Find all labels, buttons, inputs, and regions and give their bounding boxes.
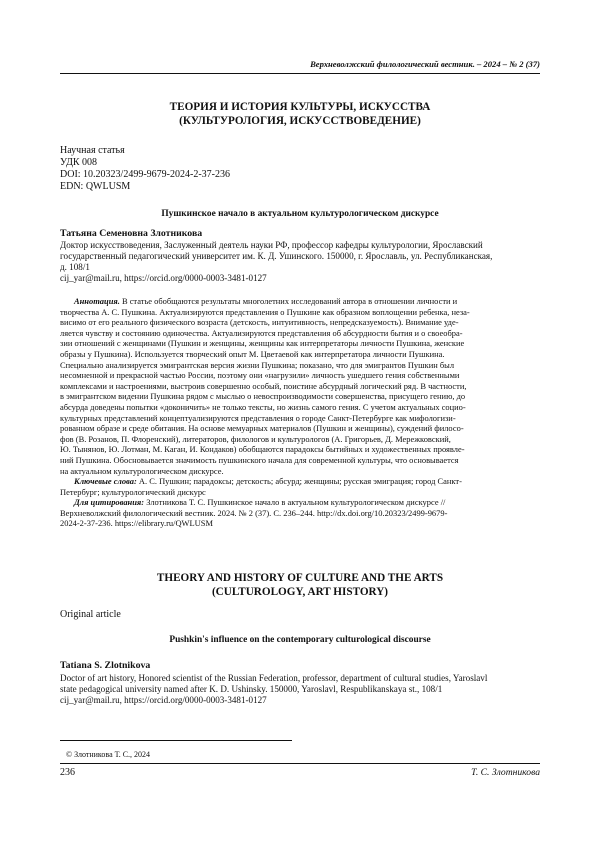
copyright-footnote: © Злотникова Т. С., 2024 [66,750,151,759]
section-title-line: ТЕОРИЯ И ИСТОРИЯ КУЛЬТУРЫ, ИСКУССТВА [169,101,431,113]
abstract-line: образы у Пушкина). Используется творческий опыт М. Цветаевой как интерпретатора личности Пушкина. [60,348,445,359]
abstract-line: абсурда доведены попытки «доконичить» не только тексты, но жизнь самого гения. С учетом актуальных социо- [60,401,466,412]
citation-line: 2024-2-37-236. https://elibrary.ru/QWLUSM [60,518,213,529]
udk: УДК 008 [60,157,98,168]
section-title-line: THEORY AND HISTORY OF CULTURE AND THE ARTS [156,572,444,584]
article-type-en: Original article [60,609,121,620]
abstract-line: культурных представлений концептуализируются представления о городе Санкт-Петербурге как мифологизи- [60,412,456,423]
abstract-line: комплексами и настроениями, выстроив совершенно особый, поистине абсурдный логический ряд. В частности, [60,380,467,391]
running-header: Верхневолжский филологический вестник. – 2024 – № 2 (37) [310,59,540,69]
keywords-label: Ключевые слова: [74,476,137,487]
footer-divider [60,763,540,764]
keywords-line: Петербург; культурологический дискурс [60,486,206,497]
section-title-ru [60,100,540,128]
section-title-line: (CULTUROLOGY, ART HISTORY) [211,586,389,598]
doi: DOI: 10.20323/2499-9679-2024-2-37-236 [60,169,230,180]
article-title-ru: Пушкинское начало в актуальном культурологическом дискурсе [161,209,439,219]
author-contacts: cij_yar@mail.ru, https://orcid.org/0000-0003-3481-0127 [60,695,267,705]
page-number: 236 [60,767,75,778]
affiliation-line: Doctor of art history, Honored scientist of the Russian Federation, professor, department of cultural studies, Yaroslavl [60,673,488,683]
abstract-line: ляется чувству и состоянию одиночества. Актуализируются представления об абсурдности бытия и о своеобра- [60,327,463,338]
author-name-ru: Татьяна Семеновна Злотникова [60,228,203,239]
affiliation-line: д. 108/1 [60,262,90,272]
abstract-line: ний Пушкина. Обосновывается значимость пушкинского начала для современной культуры, что основывается [60,454,459,465]
abstract-block [60,296,540,529]
citation-label: Для цитирования: [74,497,145,508]
affiliation-line: Доктор искусствоведения, Заслуженный деятель науки РФ, профессор кафедры культурологии, Ярославский [60,240,483,250]
header-divider [60,73,540,74]
citation-line: Верхневолжский филологический вестник. 2024. № 2 (37). С. 236–244. http://dx.doi.org/10.20323/2499-9679- [60,507,448,518]
abstract-line: в эмигрантском видении Пушкина рядом с мыслью о невоспроизводимости совершенства, присущего гению, до [60,391,466,402]
author-contacts: cij_yar@mail.ru, https://orcid.org/0000-0003-3481-0127 [60,273,267,283]
section-title-en [60,571,540,599]
footer-author: Т. С. Злотникова [471,767,540,778]
abstract-line: Аннотация. В статье обобщаются результаты многолетних исследований автора в отношении личности и [74,296,458,306]
affiliation-line: государственный педагогический университет им. К. Д. Ушинского. 150000, г. Ярославль, ул. Республиканская, [60,251,493,261]
abstract-line: творчества А. С. Пушкина. Актуализируются представления о Пушкине как образном воплощении ребенка, неза- [60,306,470,317]
author-name-en: Tatiana S. Zlotnikova [60,660,151,671]
abstract-line: Специально анализируется эмигрантская версия жизни Пушкина; показано, что для эмигрантов Пушкин был [60,359,455,370]
article-meta-ru [60,145,540,193]
article-type: Научная статья [60,145,125,156]
affiliation-line: state pedagogical university named after K. D. Ushinsky. 150000, Yaroslavl, Respublikanskaya st., 108/1 [60,684,443,694]
abstract-label: Аннотация. [74,296,120,306]
abstract-line: висимо от его реального физического возраста (детскость, интуитивность, непредсказуемость). Внимание уде- [60,317,459,328]
abstract-line: зии отношений с женщинами (Пушкин и женщины, женщины как интерпретаторы личности Пушкина, женские [60,338,465,349]
keywords-line: Ключевые слова: А. С. Пушкин; парадоксы; детскость; абсурд; женщины; русская эмиграция; город Санкт- [74,476,462,487]
abstract-line: на актуальном культурологическом дискурсе. [60,465,224,476]
section-title-line: (КУЛЬТУРОЛОГИЯ, ИСКУССТВОВЕДЕНИЕ) [179,115,421,127]
article-meta-en [60,609,540,621]
footnote-divider [60,740,292,741]
abstract-line: рованном образе и среде обитания. На основе мемуарных материалов (Пушкин и женщины), суждений филосо- [60,423,464,434]
abstract-line: несомненной и прекрасной частью России, поэтому они «нагрузили» личность ушедшего гения собственными [60,370,460,381]
author-affiliation-en [60,673,540,706]
abstract-line: Ю. Тынянов, Ю. Лотман, М. Каган, И. Кондаков) обобщаются парадоксы бытийных и художественных проявле- [60,444,465,455]
edn: EDN: QWLUSM [60,181,131,192]
abstract-line: фов (В. Розанов, П. Флоренский), литераторов, филологов и культурологов (А. Григорьев, Д. Мережковский, [60,433,451,444]
author-affiliation-ru [60,240,540,284]
article-title-en: Pushkin's influence on the contemporary culturological discourse [169,635,431,645]
citation-line: Для цитирования: Злотникова Т. С. Пушкинское начало в актуальном культурологическом дискурсе // [74,497,446,508]
